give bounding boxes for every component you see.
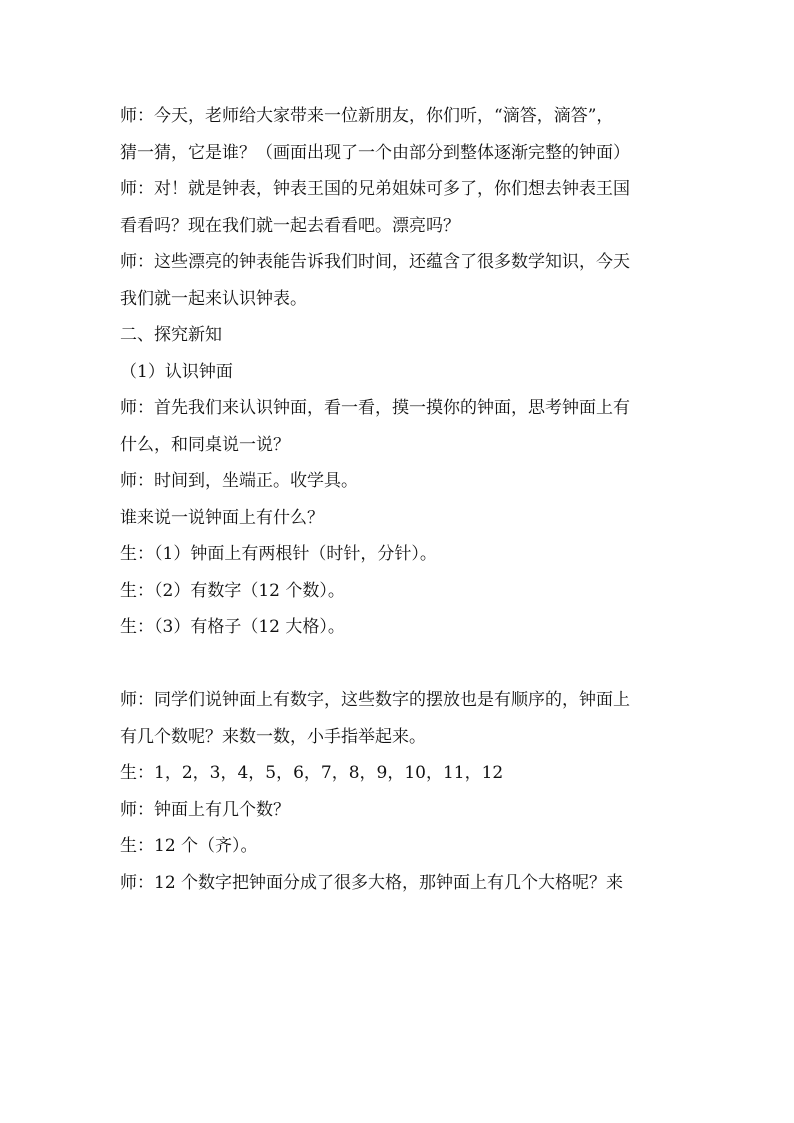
text-line: 生：（1）钟面上有两根针（时针，分针）。: [120, 544, 437, 564]
subsection-heading: （1）认识钟面: [120, 361, 233, 382]
text-line: 师：这些漂亮的钟表能告诉我们时间，还蕴含了很多数学知识，今天: [120, 252, 630, 272]
text-line: 我们就一起来认识钟表。: [120, 288, 307, 309]
text-line: 师：钟面上有几个数？: [120, 799, 290, 820]
text-line: 师：同学们说钟面上有数字，这些数字的摆放也是有顺序的，钟面上: [120, 690, 630, 710]
text-line: 有几个数呢？来数一数，小手指举起来。: [120, 726, 426, 747]
text-line: 谁来说一说钟面上有什么？: [120, 507, 324, 528]
text-line: 生：1，2，3，4，5，6，7，8，9，10，11，12: [120, 763, 504, 783]
text-line: 师：12 个数字把钟面分成了很多大格，那钟面上有几个大格呢？来: [120, 872, 624, 893]
text-line: 师：对！就是钟表，钟表王国的兄弟姐妹可多了，你们想去钟表王国: [120, 179, 630, 199]
text-line: 生：（2）有数字（12 个数）。: [120, 580, 345, 601]
text-line: 生：12 个（齐）。: [120, 836, 258, 856]
document-body: [120, 98, 680, 901]
section-heading: 二、探究新知: [120, 325, 222, 345]
text-line: 什么，和同桌说一说？: [120, 434, 290, 455]
text-line: 生：（3）有格子（12 大格）。: [120, 617, 345, 637]
blank-line: [120, 646, 680, 683]
text-line: 猜一猜，它是谁？（画面出现了一个由部分到整体逐渐完整的钟面）: [120, 142, 630, 163]
text-line: 看看吗？现在我们就一起去看看吧。漂亮吗？: [120, 215, 460, 236]
text-line: 师：今天，老师给大家带来一位新朋友，你们听，“滴答，滴答”，: [120, 106, 614, 126]
text-line: 师：时间到，坐端正。收学具。: [120, 471, 358, 491]
text-line: 师：首先我们来认识钟面，看一看，摸一摸你的钟面，思考钟面上有: [120, 398, 630, 418]
